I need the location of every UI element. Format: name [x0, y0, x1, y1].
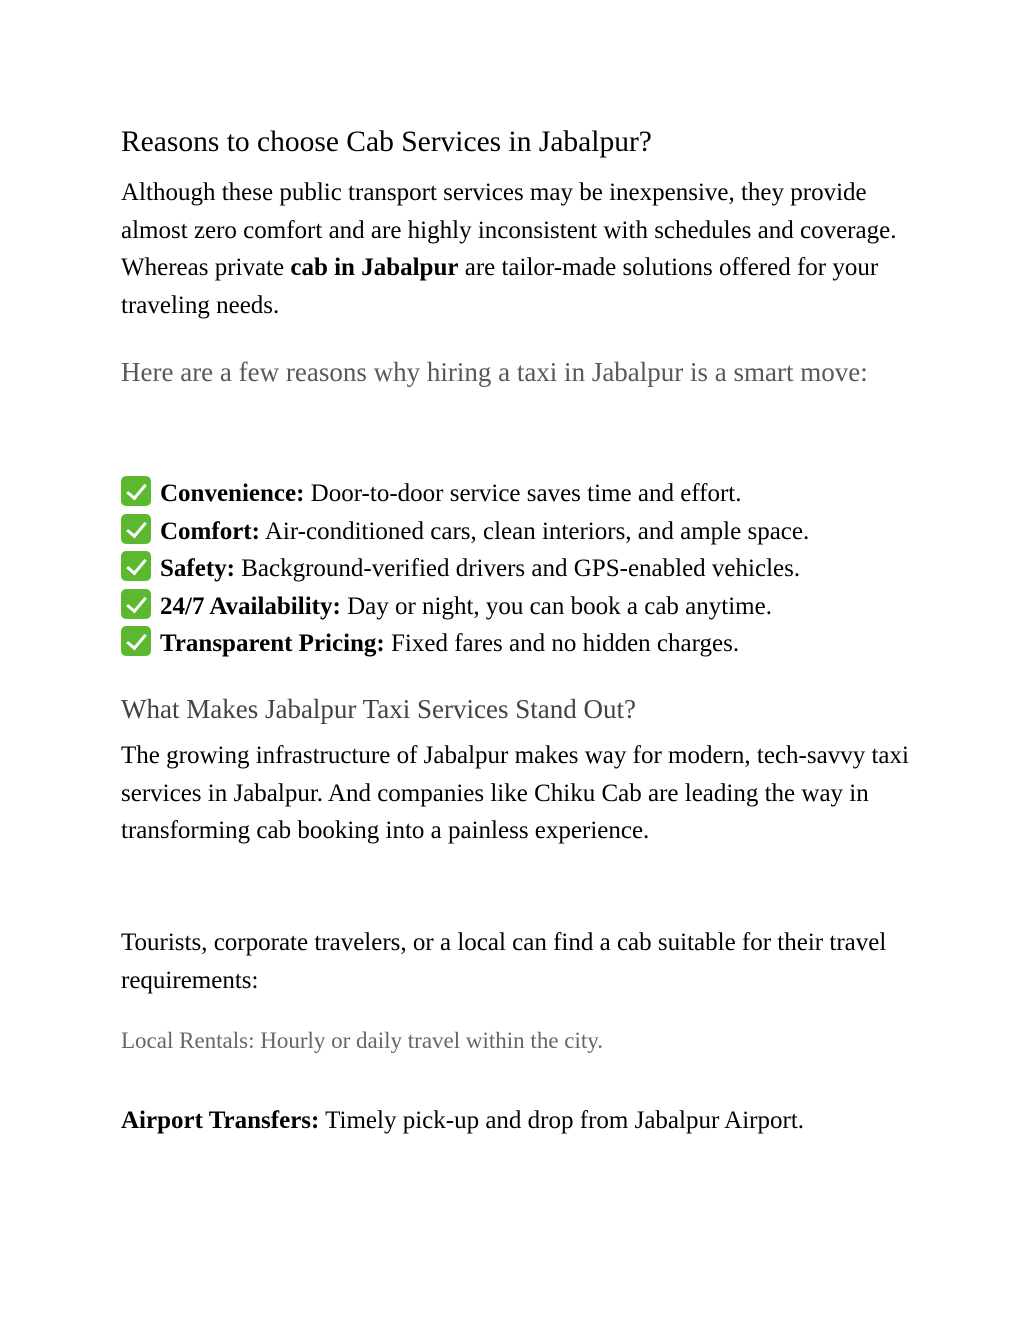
section-heading-stand-out: What Makes Jabalpur Taxi Services Stand Out?: [121, 694, 636, 724]
list-item-pricing: [121, 625, 921, 663]
list-item-text: Door-to-door service saves time and effort.: [304, 480, 742, 507]
check-mark-button-icon: [121, 551, 151, 581]
list-item-text: Background-verified drivers and GPS-enabled vehicles.: [234, 555, 801, 582]
list-item-availability: [121, 588, 921, 626]
check-mark-button-icon: [121, 589, 151, 619]
list-item-safety: [121, 550, 921, 588]
paragraph-travelers: Tourists, corporate travelers, or a local can find a cab suitable for their travel requirements:: [121, 929, 887, 994]
list-item-text: Air-conditioned cars, clean interiors, and ample space.: [259, 517, 810, 545]
reasons-checklist: [121, 475, 921, 663]
paragraph-infrastructure: The growing infrastructure of Jabalpur makes way for modern, tech-savvy taxi services in Jabalpur. And companies like Chiku Cab are leading the way in transforming cab booking into a painless experience.: [121, 742, 909, 844]
paragraph-local-rentals: Local Rentals: Hourly or daily travel within the city.: [121, 1028, 604, 1053]
list-item-convenience: [121, 475, 921, 513]
airport-text: Timely pick-up and drop from Jabalpur Airport.: [319, 1107, 805, 1134]
paragraph-text: Although these public transport services may be inexpensive, they provide almost zero comfort and are highly inconsistent with schedules and coverage. Whereas private: [121, 179, 897, 281]
paragraph-public-transport: [121, 174, 911, 324]
section-heading-reasons: Reasons to choose Cab Services in Jabalpur?: [121, 126, 652, 158]
list-item-label: 24/7 Availability:: [160, 592, 341, 620]
paragraph-airport-transfers: [121, 1102, 804, 1140]
list-item-comfort: [121, 513, 921, 551]
paragraph-reasons-intro: Here are a few reasons why hiring a taxi in Jabalpur is a smart move:: [121, 357, 868, 387]
check-mark-button-icon: [121, 476, 151, 506]
bold-cab-in-jabalpur: cab in Jabalpur: [290, 254, 459, 281]
check-mark-button-icon: [121, 626, 151, 656]
check-mark-button-icon: [121, 514, 151, 544]
list-item-label: Transparent Pricing:: [160, 630, 385, 657]
list-item-label: Safety:: [160, 555, 235, 582]
list-item-text: Day or night, you can book a cab anytime.: [340, 592, 772, 620]
paragraph-text: are tailor-made solutions offered for your traveling needs.: [121, 254, 879, 319]
airport-label: Airport Transfers:: [121, 1107, 320, 1134]
list-item-label: Comfort:: [160, 517, 260, 545]
list-item-text: Fixed fares and no hidden charges.: [384, 630, 740, 657]
list-item-label: Convenience:: [160, 480, 305, 507]
